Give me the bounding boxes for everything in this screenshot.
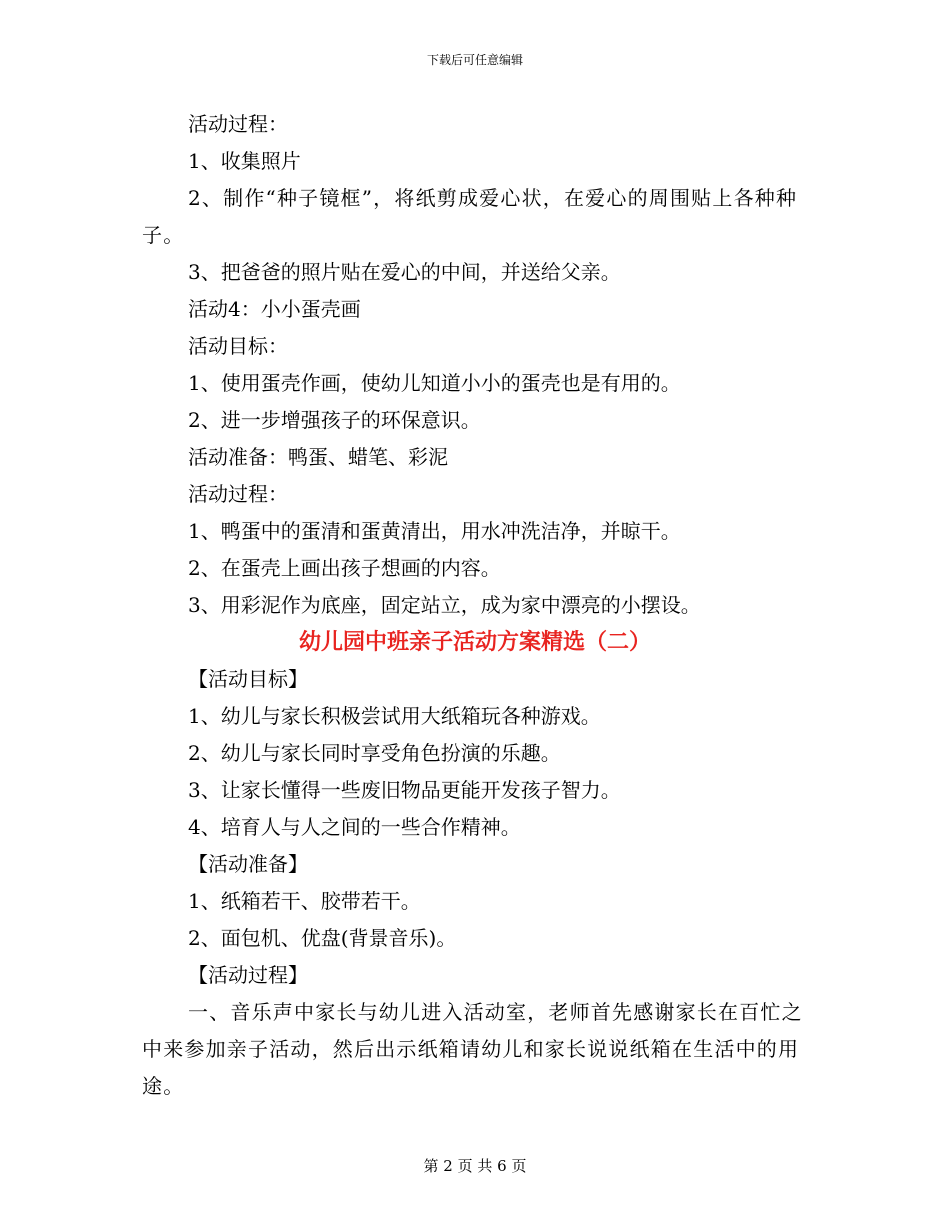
text-line: 4、培育人与人之间的一些合作精神。 bbox=[188, 815, 521, 839]
page-header: 下载后可任意编辑 bbox=[426, 53, 523, 67]
text-line: 2、面包机、优盘(背景音乐)。 bbox=[188, 926, 457, 950]
text-line: 活动准备：鸭蛋、蜡笔、彩泥 bbox=[188, 445, 448, 469]
document-body bbox=[142, 106, 808, 1105]
text-paragraph: 2、制作“种子镜框”，将纸剪成爱心状，在爱心的周围贴上各种种子。 bbox=[142, 186, 798, 247]
section-label: 【活动过程】 bbox=[188, 963, 308, 987]
text-line: 活动过程： bbox=[188, 482, 288, 506]
activity-heading: 活动4：小小蛋壳画 bbox=[188, 297, 361, 321]
text-line: 1、使用蛋壳作画，使幼儿知道小小的蛋壳也是有用的。 bbox=[188, 371, 681, 395]
section-label: 【活动准备】 bbox=[188, 852, 308, 876]
section-title: 幼儿园中班亲子活动方案精选（二） bbox=[298, 629, 651, 655]
page-number: 第 2 页 共 6 页 bbox=[423, 1157, 527, 1175]
text-line: 2、幼儿与家长同时享受角色扮演的乐趣。 bbox=[188, 741, 561, 765]
text-paragraph: 一、音乐声中家长与幼儿进入活动室，老师首先感谢家长在百忙之中来参加亲子活动，然后出示纸箱请幼儿和家长说说纸箱在生活中的用途。 bbox=[142, 1000, 803, 1098]
text-line: 3、让家长懂得一些废旧物品更能开发孩子智力。 bbox=[188, 778, 621, 802]
text-line: 1、纸箱若干、胶带若干。 bbox=[188, 889, 421, 913]
section-label: 【活动目标】 bbox=[188, 667, 308, 691]
text-line: 活动过程： bbox=[188, 112, 288, 136]
text-line: 1、收集照片 bbox=[188, 149, 301, 173]
text-line: 3、用彩泥作为底座，固定站立，成为家中漂亮的小摆设。 bbox=[188, 593, 701, 617]
text-line: 活动目标： bbox=[188, 334, 288, 358]
text-line: 3、把爸爸的照片贴在爱心的中间，并送给父亲。 bbox=[188, 260, 621, 284]
text-line: 1、幼儿与家长积极尝试用大纸箱玩各种游戏。 bbox=[188, 704, 601, 728]
text-line: 2、进一步增强孩子的环保意识。 bbox=[188, 408, 481, 432]
text-line: 1、鸭蛋中的蛋清和蛋黄清出，用水冲洗洁净，并晾干。 bbox=[188, 519, 681, 543]
text-line: 2、在蛋壳上画出孩子想画的内容。 bbox=[188, 556, 501, 580]
